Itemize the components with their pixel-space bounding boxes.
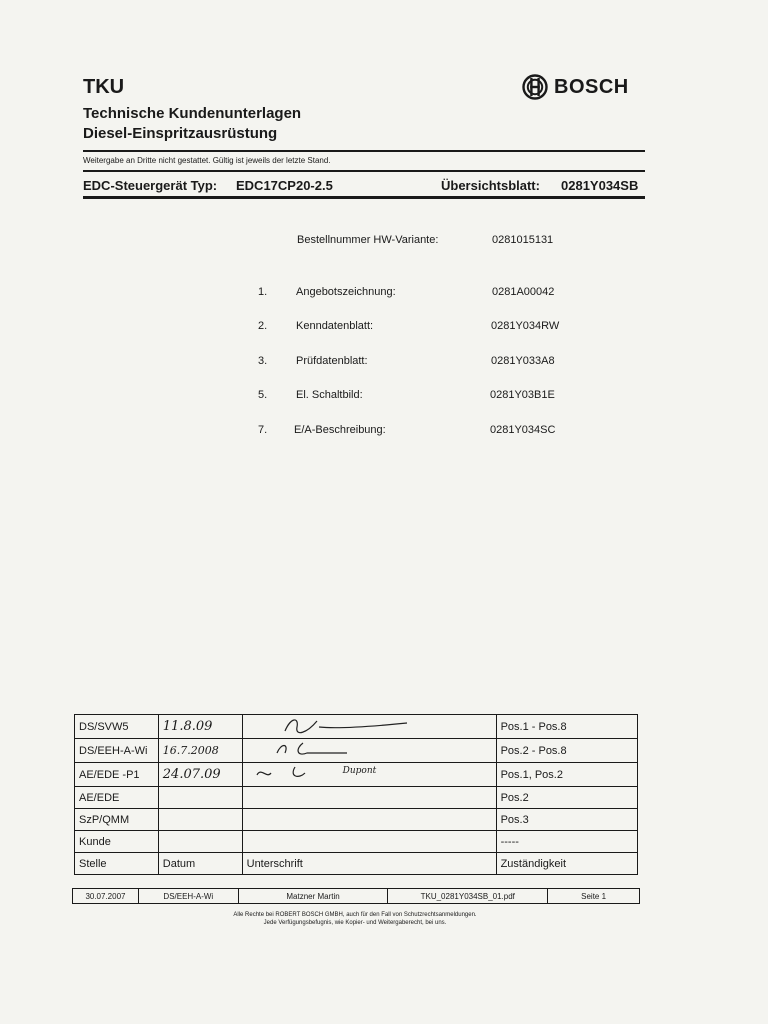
ecu-type-value: EDC17CP20-2.5 [236,178,333,193]
order-number-value: 0281015131 [492,234,554,246]
approval-table [74,714,638,875]
overview-label: Übersichtsblatt: [441,178,540,193]
list-item-label: Kenndatenblatt: [296,320,374,332]
datum-cell: 16.7.2008 [158,739,242,763]
zustaendigkeit-cell: Pos.3 [496,809,637,831]
signature-cell [242,831,496,853]
datum-cell: 24.07.09 [158,763,242,787]
rights-notice-line2: Jede Verfügungsbefugnis, wie Kopier- und Weitergaberecht, bei uns. [263,920,447,926]
table-row [73,889,640,904]
table-row [75,715,638,739]
header-stelle: Stelle [75,853,159,875]
signature-note: Dupont [342,766,377,776]
datum-cell [158,787,242,809]
table-row [75,809,638,831]
stelle-cell: AE/EDE -P1 [75,763,159,787]
table-row [75,831,638,853]
signature-cell [242,715,496,739]
datum-cell [158,831,242,853]
type-rule-bottom [83,196,645,199]
distribution-notice: Weitergabe an Dritte nicht gestattet. Gültig ist jeweils der letzte Stand. [83,156,331,165]
signature-cell [242,763,496,787]
header-unterschrift: Unterschrift [242,853,496,875]
list-item-number: 7. [258,424,268,436]
footer-department: DS/EEH-A-Wi [138,889,238,904]
signature-cell [242,739,496,763]
list-item-value: 0281Y034SC [490,424,556,436]
handwritten-signature [247,763,347,783]
table-row [75,739,638,763]
rights-notice-line1: Alle Rechte bei ROBERT BOSCH GMBH, auch für den Fall von Schutzrechtsanmeldungen. [233,912,477,918]
type-rule-top [83,170,645,172]
table-row [75,787,638,809]
stelle-cell: AE/EDE [75,787,159,809]
order-number-label: Bestellnummer HW-Variante: [297,234,439,246]
list-item-number: 5. [258,389,268,401]
footer-meta-table [72,888,640,904]
list-item-number: 1. [258,286,268,298]
doc-subtitle-1: Technische Kundenunterlagen [83,105,302,122]
list-item-label: Angebotszeichnung: [296,286,396,298]
zustaendigkeit-cell: Pos.1 - Pos.8 [496,715,637,739]
datum-cell [158,809,242,831]
list-item-number: 2. [258,320,268,332]
brand-name: BOSCH [554,75,629,98]
stelle-cell: SzP/QMM [75,809,159,831]
list-item-value: 0281A00042 [492,286,555,298]
table-row [75,763,638,787]
zustaendigkeit-cell: Pos.2 - Pos.8 [496,739,637,763]
list-item-label: El. Schaltbild: [296,389,363,401]
list-item-value: 0281Y03B1E [490,389,555,401]
list-item-number: 3. [258,355,268,367]
footer-author: Matzner Martin [238,889,388,904]
handwritten-signature [247,739,487,759]
header-zustaendigkeit: Zuständigkeit [496,853,637,875]
signature-cell [242,809,496,831]
handwritten-signature [247,715,487,735]
zustaendigkeit-cell: Pos.1, Pos.2 [496,763,637,787]
bosch-logo [522,74,629,100]
stelle-cell: Kunde [75,831,159,853]
list-item-label: Prüfdatenblatt: [296,355,368,367]
table-header-row [75,853,638,875]
list-item-value: 0281Y034RW [491,320,560,332]
overview-value: 0281Y034SB [561,178,639,193]
header-rule [83,150,645,152]
bosch-armature-icon [522,74,548,100]
footer-filename: TKU_0281Y034SB_01.pdf [388,889,548,904]
list-item-label: E/A-Beschreibung: [294,424,386,436]
datum-cell: 11.8.09 [158,715,242,739]
zustaendigkeit-cell: ----- [496,831,637,853]
zustaendigkeit-cell: Pos.2 [496,787,637,809]
stelle-cell: DS/EEH-A-Wi [75,739,159,763]
doc-title: TKU [83,76,125,98]
header-datum: Datum [158,853,242,875]
signature-cell [242,787,496,809]
stelle-cell: DS/SVW5 [75,715,159,739]
footer-page: Seite 1 [548,889,640,904]
list-item-value: 0281Y033A8 [491,355,555,367]
doc-subtitle-2: Diesel-Einspritzausrüstung [83,125,278,142]
ecu-type-label: EDC-Steuergerät Typ: [83,178,218,193]
footer-date: 30.07.2007 [73,889,139,904]
